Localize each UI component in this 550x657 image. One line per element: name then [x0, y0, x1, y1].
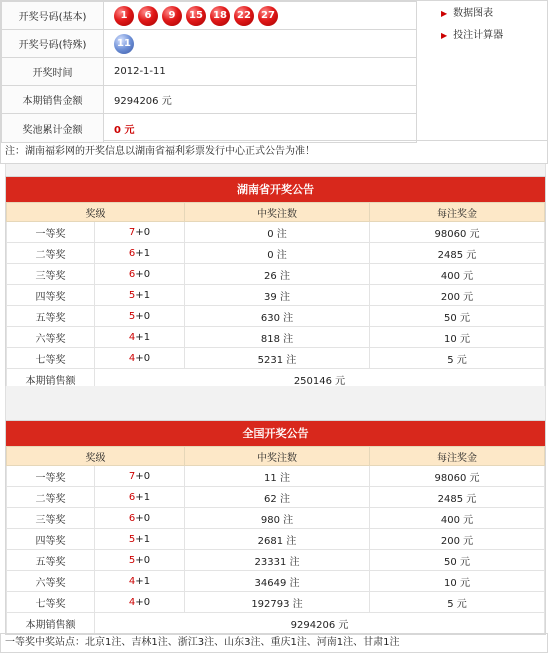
prize-amount: 5 元 — [370, 592, 545, 613]
match-rule: 4+0 — [95, 348, 185, 369]
table-row — [7, 243, 545, 264]
winner-count: 26 注 — [185, 264, 370, 285]
table-row — [7, 529, 545, 550]
match-basic: 5 — [128, 554, 136, 566]
match-special: 0 — [143, 512, 151, 524]
prize-level: 七等奖 — [7, 348, 95, 369]
match-rule: 6+1 — [95, 243, 185, 264]
number-ball: 27 — [258, 6, 278, 26]
header-prize: 每注奖金 — [370, 447, 545, 466]
prize-amount: 50 元 — [370, 306, 545, 327]
match-special: 1 — [143, 575, 151, 587]
prize-level: 四等奖 — [7, 285, 95, 306]
prize-level: 二等奖 — [7, 487, 95, 508]
prize-level: 一等奖 — [7, 222, 95, 243]
match-rule: 5+0 — [95, 550, 185, 571]
table-row — [7, 327, 545, 348]
disclaimer-note: 注：湖南福彩网的开奖信息以湖南省福利彩票发行中心正式公告为准！ — [0, 141, 548, 164]
match-rule: 4+1 — [95, 327, 185, 348]
header-prize: 每注奖金 — [370, 203, 545, 222]
table-row — [7, 466, 545, 487]
prize-level: 一等奖 — [7, 466, 95, 487]
spacer — [5, 164, 546, 176]
national-results-panel — [5, 420, 546, 635]
match-rule: 5+1 — [95, 285, 185, 306]
draw-info-section — [0, 0, 548, 141]
winner-count: 23331 注 — [185, 550, 370, 571]
basic-number-balls — [114, 2, 416, 29]
data-chart-link-label: 数据图表 — [453, 8, 494, 19]
special-number-label: 开奖号码(特殊) — [2, 30, 104, 58]
number-ball: 22 — [234, 6, 254, 26]
match-special: 0 — [143, 554, 151, 566]
hunan-sales-value: 250146 元 — [95, 369, 545, 390]
match-rule: 6+1 — [95, 487, 185, 508]
number-ball: 6 — [138, 6, 158, 26]
match-basic: 5 — [128, 289, 136, 301]
prize-amount: 10 元 — [370, 571, 545, 592]
draw-date-label: 开奖时间 — [2, 58, 104, 86]
winner-count: 192793 注 — [185, 592, 370, 613]
bet-calculator-link[interactable] — [441, 28, 503, 50]
match-rule: 7+0 — [95, 222, 185, 243]
national-sales-value: 9294206 元 — [95, 613, 545, 634]
table-row — [7, 592, 545, 613]
draw-info-table — [1, 1, 417, 143]
prize-level: 五等奖 — [7, 550, 95, 571]
match-special: 0 — [143, 352, 151, 364]
prize-amount: 10 元 — [370, 327, 545, 348]
match-basic: 5 — [128, 310, 136, 322]
prize-amount: 400 元 — [370, 508, 545, 529]
match-special: 1 — [143, 491, 151, 503]
table-row — [7, 550, 545, 571]
match-special: 1 — [143, 289, 151, 301]
match-special: 0 — [143, 310, 151, 322]
match-special: 0 — [143, 226, 151, 238]
match-basic: 4 — [128, 352, 136, 364]
prize-amount: 200 元 — [370, 285, 545, 306]
header-count: 中奖注数 — [185, 447, 370, 466]
national-panel-title: 全国开奖公告 — [6, 421, 545, 446]
match-basic: 4 — [128, 331, 136, 343]
prize-amount: 400 元 — [370, 264, 545, 285]
number-ball: 1 — [114, 6, 134, 26]
match-rule: 4+1 — [95, 571, 185, 592]
match-basic: 4 — [128, 575, 136, 587]
table-row — [7, 508, 545, 529]
winner-count: 2681 注 — [185, 529, 370, 550]
prize-amount: 2485 元 — [370, 243, 545, 264]
prize-amount: 98060 元 — [370, 222, 545, 243]
match-special: 0 — [143, 268, 151, 280]
winner-count: 5231 注 — [185, 348, 370, 369]
number-ball: 9 — [162, 6, 182, 26]
prize-amount: 5 元 — [370, 348, 545, 369]
triangle-right-icon: ▶ — [441, 31, 448, 40]
winner-count: 0 注 — [185, 222, 370, 243]
prize-level: 六等奖 — [7, 327, 95, 348]
winner-count: 818 注 — [185, 327, 370, 348]
bet-calculator-link-label: 投注计算器 — [453, 30, 504, 41]
match-rule: 5+0 — [95, 306, 185, 327]
match-rule: 6+0 — [95, 508, 185, 529]
basic-numbers-label: 开奖号码(基本) — [2, 2, 104, 30]
spacer — [5, 386, 546, 420]
prize-level: 三等奖 — [7, 508, 95, 529]
hunan-sales-label: 本期销售额 — [7, 369, 95, 390]
match-special: 0 — [143, 596, 151, 608]
match-rule: 5+1 — [95, 529, 185, 550]
match-basic: 6 — [128, 512, 136, 524]
side-links — [441, 6, 503, 50]
header-level: 奖级 — [7, 447, 185, 466]
match-special: 1 — [143, 533, 151, 545]
match-special: 0 — [143, 470, 151, 482]
number-ball: 18 — [210, 6, 230, 26]
prize-level: 六等奖 — [7, 571, 95, 592]
hunan-results-panel — [5, 176, 546, 391]
triangle-right-icon: ▶ — [441, 9, 448, 18]
match-basic: 7 — [128, 226, 136, 238]
number-ball: 15 — [186, 6, 206, 26]
prize-level: 四等奖 — [7, 529, 95, 550]
match-basic: 6 — [128, 491, 136, 503]
winner-count: 62 注 — [185, 487, 370, 508]
special-number-ball: 11 — [114, 34, 134, 54]
table-row — [7, 222, 545, 243]
prize-amount: 50 元 — [370, 550, 545, 571]
winner-count: 630 注 — [185, 306, 370, 327]
match-rule: 6+0 — [95, 264, 185, 285]
prize-amount: 200 元 — [370, 529, 545, 550]
match-basic: 6 — [128, 247, 136, 259]
match-basic: 5 — [128, 533, 136, 545]
prize-amount: 2485 元 — [370, 487, 545, 508]
prize-level: 三等奖 — [7, 264, 95, 285]
winner-count: 0 注 — [185, 243, 370, 264]
table-row — [7, 306, 545, 327]
winner-count: 39 注 — [185, 285, 370, 306]
match-rule: 4+0 — [95, 592, 185, 613]
data-chart-link[interactable] — [441, 6, 503, 28]
winner-count: 980 注 — [185, 508, 370, 529]
match-rule: 7+0 — [95, 466, 185, 487]
match-basic: 7 — [128, 470, 136, 482]
match-special: 1 — [143, 247, 151, 259]
table-row — [7, 348, 545, 369]
first-prize-locations: 一等奖中奖站点：北京1注、吉林1注、浙江3注、山东3注、重庆1注、河南1注、甘肃1注 — [0, 633, 548, 653]
header-count: 中奖注数 — [185, 203, 370, 222]
winner-count: 34649 注 — [185, 571, 370, 592]
hunan-results-table — [6, 202, 545, 390]
match-special: 1 — [143, 331, 151, 343]
draw-date-value: 2012-1-11 — [104, 58, 417, 86]
jackpot-pool-value: 0 元 — [104, 114, 417, 143]
hunan-panel-title: 湖南省开奖公告 — [6, 177, 545, 202]
national-results-table — [6, 446, 545, 634]
jackpot-pool-label: 奖池累计金额 — [2, 114, 104, 143]
sales-amount-label: 本期销售金额 — [2, 86, 104, 114]
table-row — [7, 571, 545, 592]
header-level: 奖级 — [7, 203, 185, 222]
table-row — [7, 264, 545, 285]
prize-level: 七等奖 — [7, 592, 95, 613]
prize-amount: 98060 元 — [370, 466, 545, 487]
sales-amount-value: 9294206 元 — [104, 86, 417, 114]
match-basic: 4 — [128, 596, 136, 608]
winner-count: 11 注 — [185, 466, 370, 487]
national-sales-label: 本期销售额 — [7, 613, 95, 634]
prize-level: 五等奖 — [7, 306, 95, 327]
match-basic: 6 — [128, 268, 136, 280]
prize-level: 二等奖 — [7, 243, 95, 264]
table-row — [7, 285, 545, 306]
table-row — [7, 487, 545, 508]
